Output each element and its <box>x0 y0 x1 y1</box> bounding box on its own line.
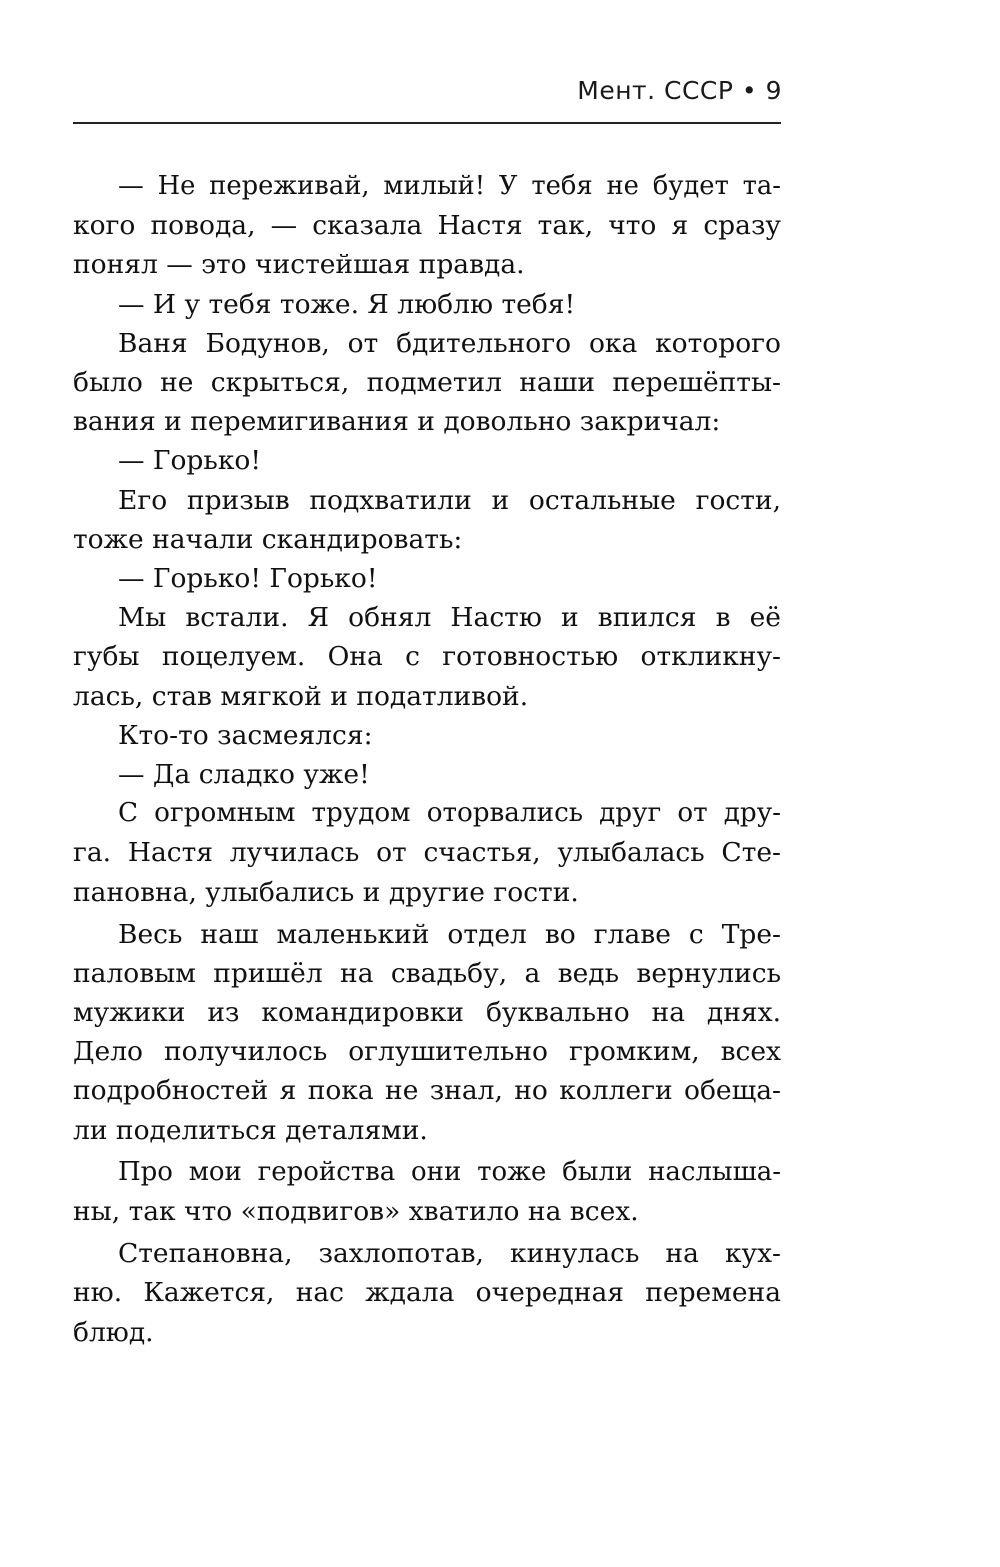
text-line: ню. Кажется, нас ждала очередная перемена <box>73 1277 781 1309</box>
body-text <box>73 167 781 1352</box>
running-head: Мент. СССР • 9 <box>577 76 782 105</box>
paragraph <box>73 915 781 1150</box>
paragraph <box>73 1153 781 1231</box>
text-line: — Горько! <box>118 445 261 477</box>
text-line: кого повода, — сказала Настя так, что я сразу <box>73 210 781 242</box>
text-line: паловым пришёл на свадьбу, а ведь вернулись <box>73 957 781 989</box>
paragraph <box>73 481 781 559</box>
text-line: Его призыв подхватили и остальные гости, <box>118 484 781 516</box>
text-line: вания и перемигивания и довольно закричал: <box>73 406 721 438</box>
text-line: Про мои геройства они тоже были наслыша- <box>118 1156 781 1187</box>
text-line: губы поцелуем. Она с готовностью откликну- <box>73 641 781 673</box>
text-line: — Да сладко уже! <box>118 758 370 790</box>
text-line: Весь наш маленький отдел во главе с Тре- <box>118 918 781 950</box>
text-line: Ваня Бодунов, от бдительного ока которого <box>118 327 781 359</box>
text-line: пановна, улыбались и другие гости. <box>73 876 579 908</box>
text-line: понял — это чистейшая правда. <box>73 249 525 281</box>
text-line: Мы встали. Я обнял Настю и впился в её <box>118 602 781 634</box>
paragraph <box>73 755 781 794</box>
text-line: — Не переживай, милый! У тебя не будет та- <box>118 171 781 201</box>
paragraph <box>73 598 781 716</box>
text-line: — Горько! Горько! <box>118 562 378 594</box>
text-line: ны, так что «подвигов» хватило на всех. <box>73 1196 639 1228</box>
paragraph <box>73 794 781 912</box>
paragraph <box>73 441 781 480</box>
paragraph <box>73 324 781 442</box>
paragraph <box>73 559 781 598</box>
text-line: лась, став мягкой и податливой. <box>73 680 529 712</box>
text-line: тоже начали скандировать: <box>73 523 463 555</box>
text-line: мужики из командировки буквально на днях. <box>73 997 781 1029</box>
header-rule <box>73 122 781 124</box>
paragraph <box>73 1234 781 1352</box>
text-line: Степановна, захлопотав, кинулась на кух- <box>118 1238 781 1270</box>
text-line: ли поделиться деталями. <box>73 1114 428 1146</box>
text-line: было не скрыться, подметил наши перешёпты- <box>73 366 781 398</box>
paragraph <box>73 285 781 324</box>
text-line: подробностей я пока не знал, но коллеги обеща- <box>73 1075 781 1107</box>
text-line: блюд. <box>73 1316 154 1348</box>
text-line: — И у тебя тоже. Я люблю тебя! <box>118 288 576 320</box>
paragraph <box>73 167 781 285</box>
paragraph <box>73 716 781 755</box>
text-line: С огромным трудом оторвались друг от дру- <box>118 798 781 829</box>
text-line: Дело получилось оглушительно громким, всех <box>73 1036 781 1068</box>
text-line: Кто-то засмеялся: <box>118 719 373 751</box>
text-line: га. Настя лучилась от счастья, улыбалась Сте- <box>73 837 781 869</box>
